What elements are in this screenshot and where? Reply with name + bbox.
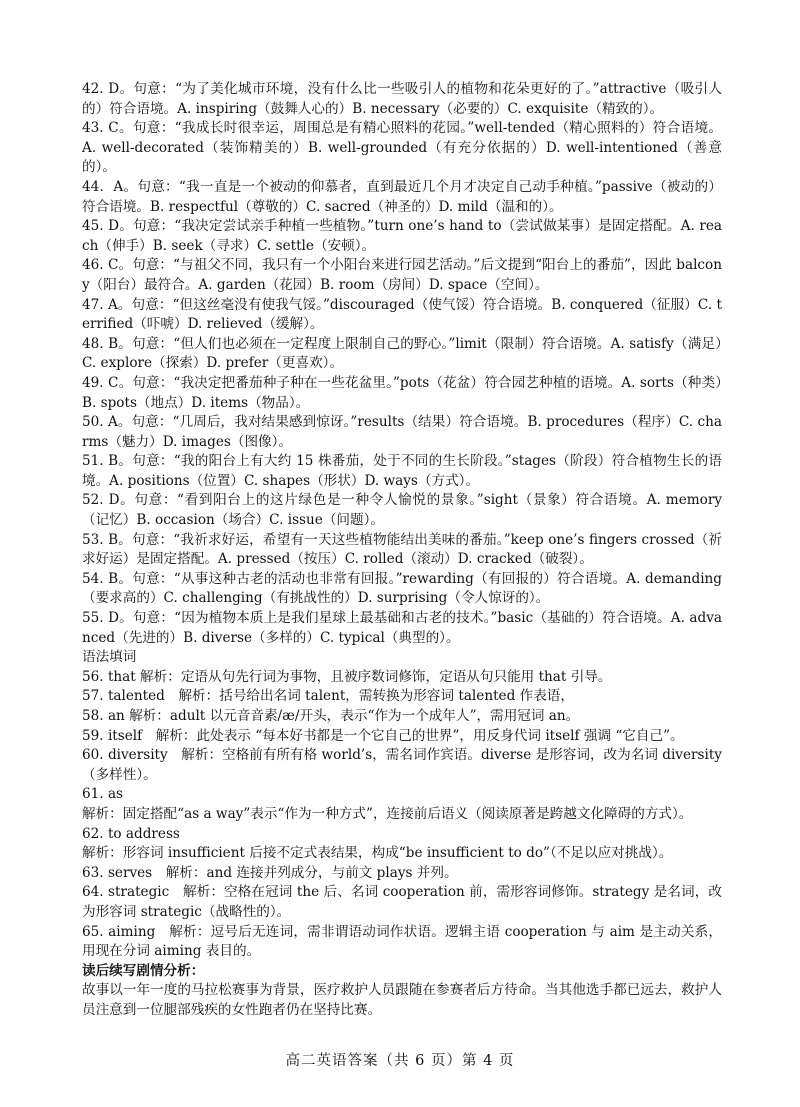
cloze-answer-51: 51. B。句意：“我的阳台上有大约 15 株番茄，处于不同的生长阶段。”stages（阶段）符合植物生长的语境。A. positions（位置）C. shapes（形状）D. ways（方式）。 xyxy=(82,453,722,489)
cloze-answer-55: 55. D。句意：“因为植物本质上是我们星球上最基础和古老的技术。”basic（基础的）符合语境。A. advanced（先进的）B. diverse（多样的）C. typical（典型的）。 xyxy=(82,610,722,646)
cloze-answer-53: 53. B。句意：“我祈求好运，希望有一天这些植物能结出美味的番茄。”keep one’s fingers crossed（祈求好运）是固定搭配。A. pressed（按压）C. rolled（滚动）D. cracked（破裂）。 xyxy=(82,531,722,568)
cloze-answers-section xyxy=(82,80,722,648)
cloze-answer-48: 48. B。句意：“但人们也必须在一定程度上限制自己的野心。”limit（限制）符合语境。A. satisfy（满足）C. explore（探索）D. prefer（更喜欢）。 xyxy=(82,335,722,372)
cloze-answer-50: 50. A。句意：“几周后，我对结果感到惊讶。”results（结果）符合语境。B. procedures（程序）C. charms（魅力）D. images（图像）。 xyxy=(82,414,722,450)
grammar-heading: 语法填词 xyxy=(82,649,137,666)
grammar-answer-58: 58. an 解析：adult 以元音音素/æ/开头，表示“作为一个成年人”，需用冠词 an。 xyxy=(82,708,580,724)
cloze-answer-42: 42. D。句意：“为了美化城市环境，没有什么比一些吸引人的植物和花朵更好的了。”attractive（吸引人的）符合语境。A. inspiring（鼓舞人心的）B. necessary（必要的）C. exquisite（精致的）。 xyxy=(82,81,722,117)
grammar-answer-59: 59. itself 解析：此处表示 “每本好书都是一个它自己的世界”，用反身代词 itself 强调 “它自己”。 xyxy=(82,727,684,744)
cloze-answer-45: 45. D。句意：“我决定尝试亲手种植一些植物。”turn one’s hand to（尝试做某事）是固定搭配。A. reach（伸手）B. seek（寻求）C. settle（安顿）。 xyxy=(82,218,722,254)
grammar-answer-63: 63. serves 解析：and 连接并列成分，与前文 plays 并列。 xyxy=(82,864,458,881)
grammar-answer-60: 60. diversity 解析：空格前有所有格 world’s，需名词作宾语。diverse 是形容词，改为名词 diversity（多样性）。 xyxy=(82,747,722,783)
grammar-answer-61: 61. as xyxy=(82,786,124,803)
continuation-heading: 读后续写剧情分析： xyxy=(82,962,205,979)
grammar-explanation-61: 解析：固定搭配“as a way”表示“作为一种方式”，连接前后语义（阅读原著是跨越文化障碍的方式）。 xyxy=(82,805,693,822)
cloze-answer-52: 52. D。句意：“看到阳台上的这片绿色是一种令人愉悦的景象。”sight（景象）符合语境。A. memory（记忆）B. occasion（场合）C. issue（问题）。 xyxy=(82,492,722,529)
answer-document xyxy=(82,80,722,1021)
grammar-answer-65: 65. aiming 解析：逗号后无连词，需非谓语动词作状语。逻辑主语 cooperation 与 aim 是主动关系，用现在分词 aiming 表目的。 xyxy=(82,923,722,960)
page-footer: 高二英语答案（共 6 页）第 4 页 xyxy=(285,1053,515,1069)
grammar-answer-56: 56. that 解析：定语从句先行词为事物，且被序数词修饰，定语从句只能用 that 引导。 xyxy=(82,668,612,685)
continuation-analysis: 故事以一年一度的马拉松赛事为背景，医疗救护人员跟随在参赛者后方待命。当其他选手都已远去，救护人员注意到一位腿部残疾的女性跑者仍在坚持比赛。 xyxy=(82,982,722,1018)
cloze-answer-47: 47. A。句意：“但这丝毫没有使我气馁。”discouraged（使气馁）符合语境。B. conquered（征服）C. terrified（吓唬）D. relieved（缓解）。 xyxy=(82,296,722,333)
cloze-answer-46: 46. C。句意：“与祖父不同，我只有一个小阳台来进行园艺活动。”后文提到“阳台上的番茄”，因此 balcony（阳台）最符合。A. garden（花园）B. room（房间）D. space（空间）。 xyxy=(82,257,722,293)
cloze-answer-43: 43. C。句意：“我成长时很幸运，周围总是有精心照料的花园。”well-tended（精心照料的）符合语境。A. well-decorated（装饰精美的）B. well-grounded（有充分依据的）D. well-intentioned（善意的）。 xyxy=(82,120,722,176)
grammar-answer-62: 62. to address xyxy=(82,825,180,842)
grammar-answer-64: 64. strategic 解析：空格在冠词 the 后、名词 cooperation 前，需形容词修饰。strategy 是名词，改为形容词 strategic（战略性的）。 xyxy=(82,884,722,920)
cloze-answer-54: 54. B。句意：“从事这种古老的活动也非常有回报。”rewarding（有回报的）符合语境。A. demanding（要求高的）C. challenging（有挑战性的）D. surprising（令人惊讶的）。 xyxy=(82,570,722,607)
grammar-explanation-62: 解析：形容词 insufficient 后接不定式表结果，构成“be insufficient to do”（不足以应对挑战）。 xyxy=(82,845,673,862)
grammar-answers-section xyxy=(82,668,722,962)
cloze-answer-44: 44．A。句意：“我一直是一个被动的仰慕者，直到最近几个月才决定自己动手种植。”passive（被动的）符合语境。B. respectful（尊敬的）C. sacred（神圣的）D. mild（温和的）。 xyxy=(82,178,722,215)
grammar-answer-57: 57. talented 解析：括号给出名词 talent，需转换为形容词 talented 作表语， xyxy=(82,688,574,705)
cloze-answer-49: 49. C。句意：“我决定把番茄种子种在一些花盆里。”pots（花盆）符合园艺种植的语境。A. sorts（种类）B. spots（地点）D. items（物品）。 xyxy=(82,374,722,411)
